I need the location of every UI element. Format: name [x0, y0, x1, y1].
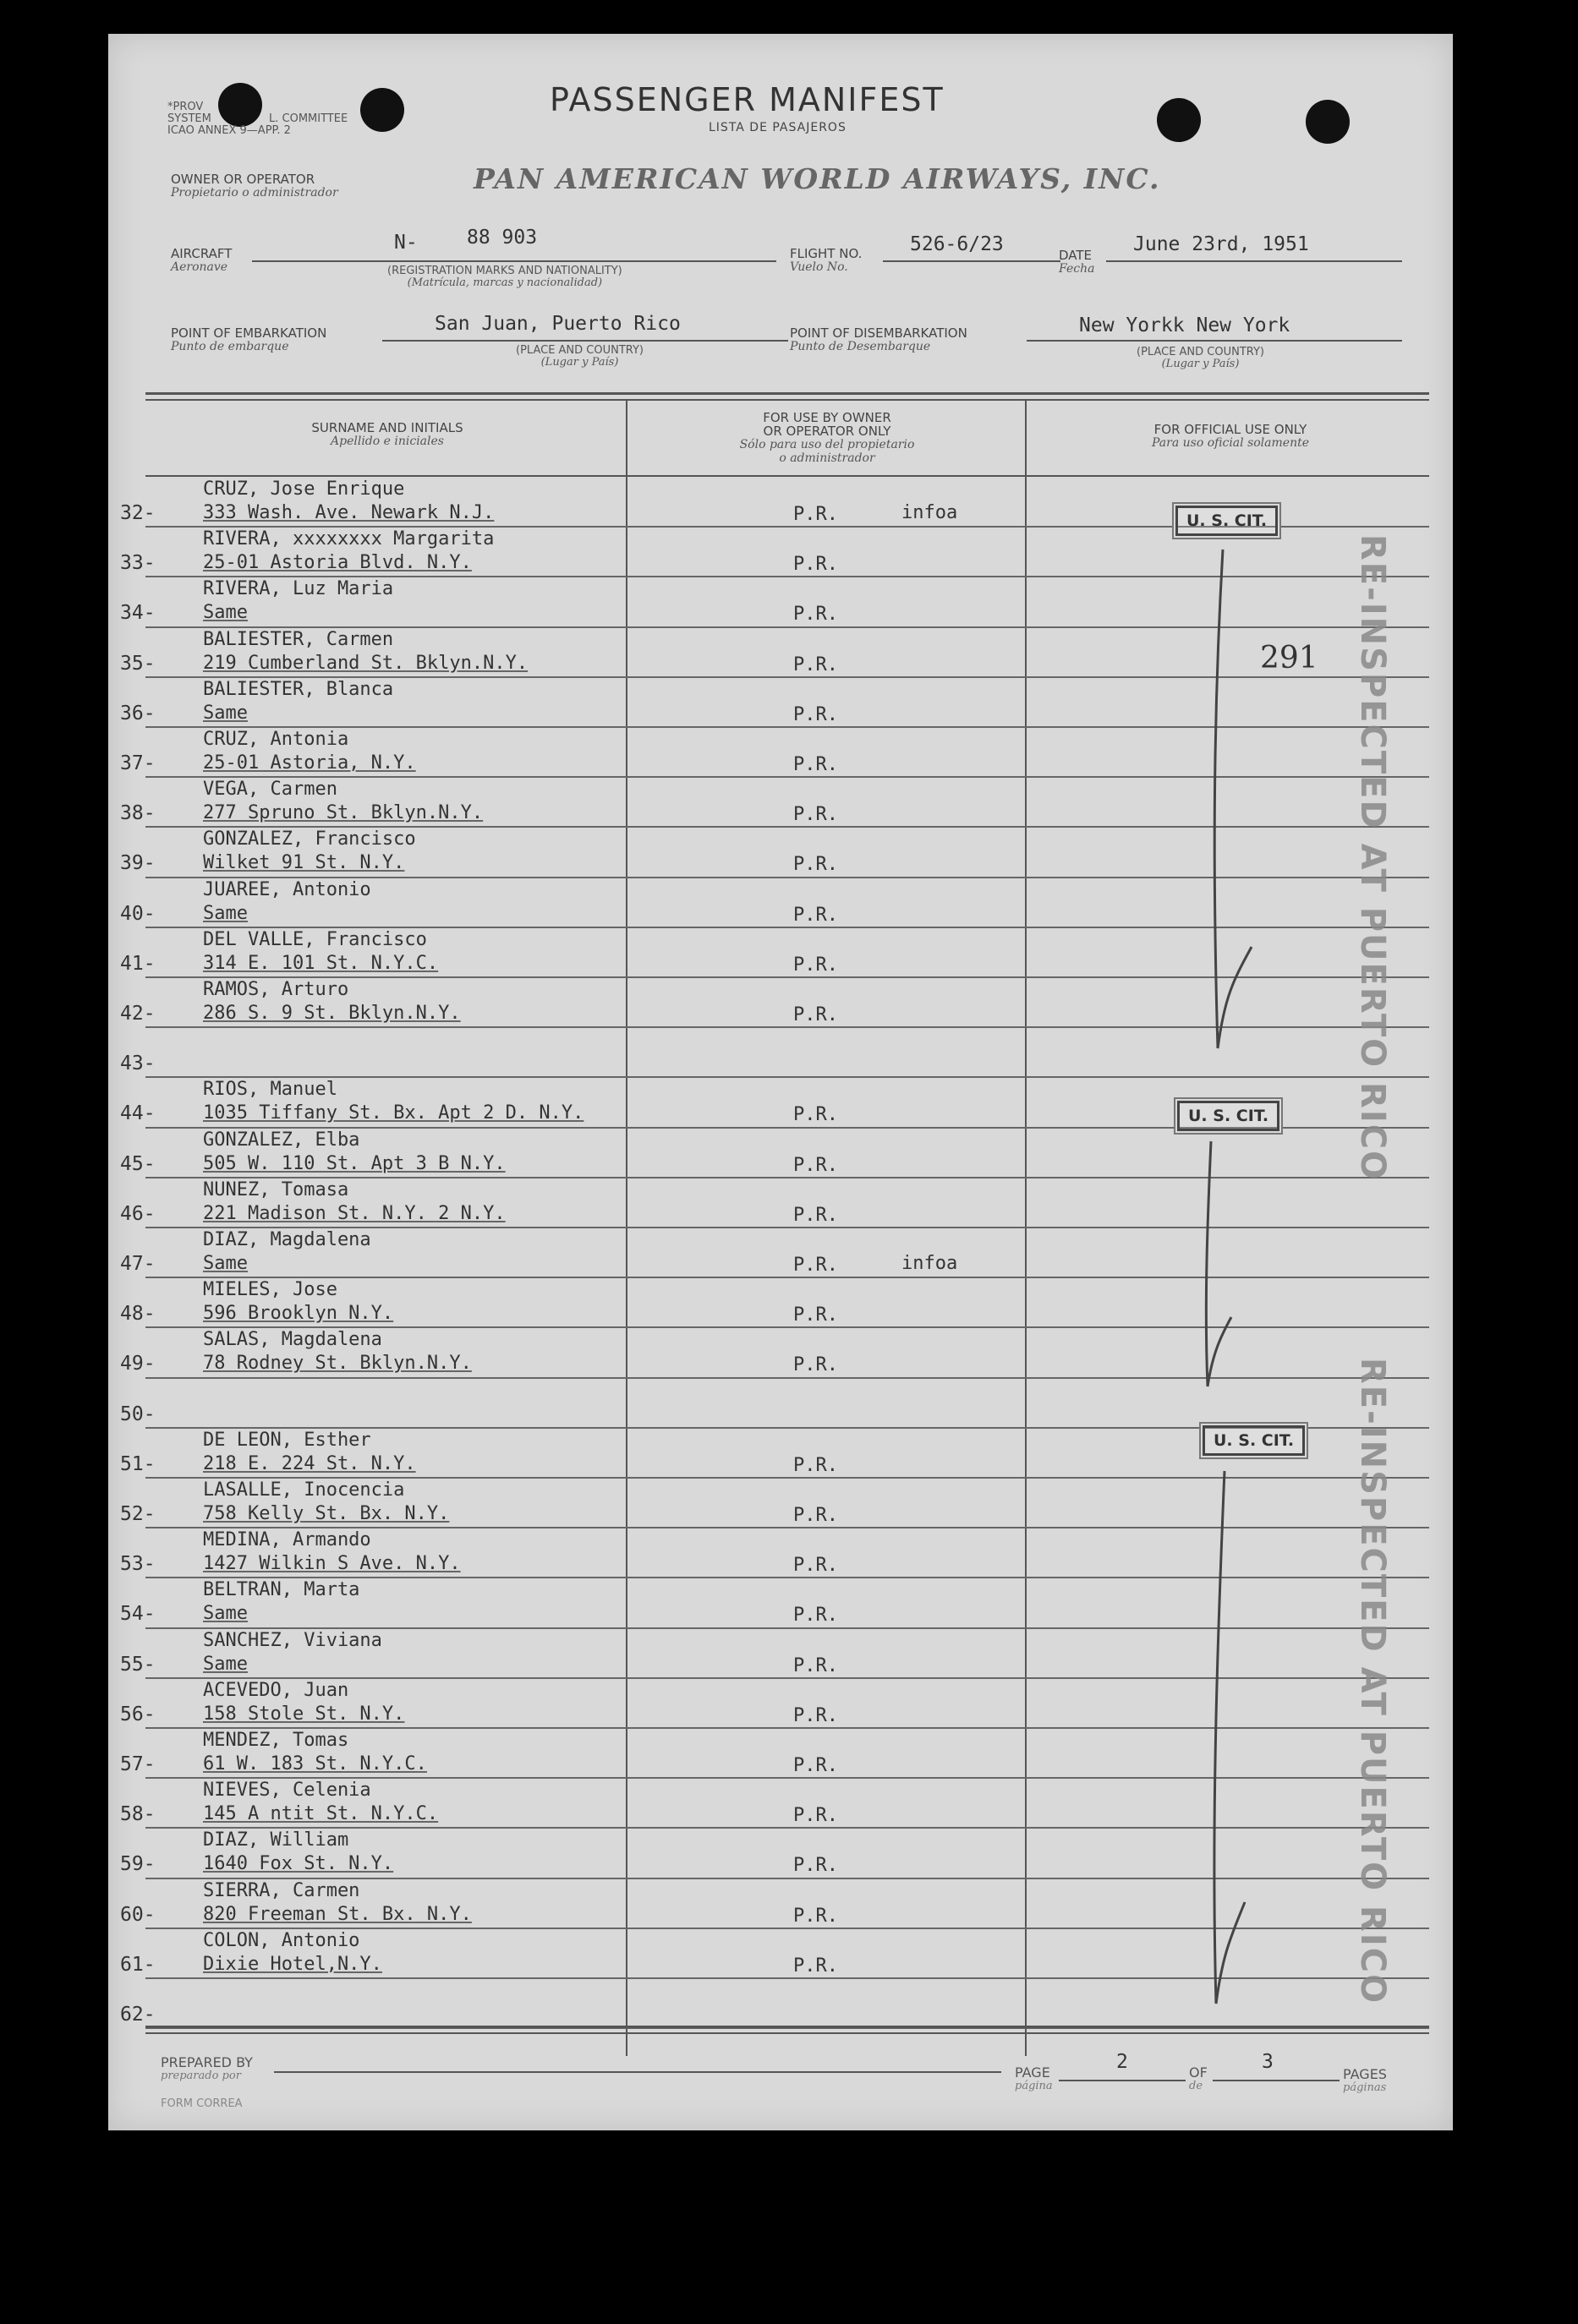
page-underline [1059, 2080, 1186, 2081]
date-label-es: Fecha [1059, 262, 1095, 276]
row-number: 57- [120, 1753, 156, 1775]
passenger-name: JUAREE, Antonio [203, 878, 371, 900]
punch-hole [1157, 98, 1201, 142]
us-citizen-stamp: U. S. CIT. [1177, 1101, 1279, 1131]
column-header-text: OR OPERATOR ONLY [763, 424, 891, 439]
column-header-es: Para uso oficial solamente [1152, 436, 1309, 450]
origin-code: P.R. [793, 703, 838, 725]
origin-code: P.R. [793, 1855, 838, 1877]
passenger-address: 314 E. 101 St. N.Y.C. [203, 952, 439, 974]
row-number: 41- [120, 952, 156, 975]
form-code-corner [167, 101, 348, 137]
column-header-es: o administrador [779, 451, 875, 465]
origin-code: P.R. [793, 1154, 838, 1176]
row-number: 58- [120, 1803, 156, 1826]
row-number: 44- [120, 1102, 156, 1125]
origin-code: P.R. [793, 1204, 838, 1226]
passenger-name: NUNEZ, Tomasa [203, 1178, 349, 1200]
origin-code: P.R. [793, 1505, 838, 1526]
passenger-address: Wilket 91 St. N.Y. [203, 852, 405, 874]
embark-label [171, 326, 326, 353]
owner-label [171, 172, 338, 200]
origin-code: P.R. [793, 1004, 838, 1025]
disembark-place: New Yorkk New York [1079, 314, 1290, 336]
corner-line: SYSTEM [167, 112, 211, 125]
origin-code: P.R. [793, 1805, 838, 1827]
passenger-name: BELTRAN, Marta [203, 1579, 360, 1601]
origin-code: P.R. [793, 1654, 838, 1676]
aircraft-registration: 88 903 [467, 227, 538, 249]
origin-code: P.R. [793, 1454, 838, 1476]
column-header-es: Apellido e iniciales [331, 435, 444, 448]
passenger-name: COLON, Antonio [203, 1929, 360, 1951]
prepared-by-es: preparado por [161, 2070, 241, 2082]
row-number: 50- [120, 1403, 156, 1425]
aircraft-label-text: AIRCRAFT [171, 246, 233, 261]
passenger-address: 158 Stole St. N.Y. [203, 1703, 405, 1725]
row-number: 59- [120, 1853, 156, 1876]
aircraft-label-es: Aeronave [171, 260, 228, 274]
flight-label-es: Vuelo No. [790, 260, 848, 274]
column-header-text: FOR USE BY OWNER [763, 410, 891, 425]
disembark-label [790, 326, 967, 353]
punch-hole [360, 88, 404, 132]
passenger-address: 218 E. 224 St. N.Y. [203, 1452, 416, 1474]
aircraft-underline [252, 260, 776, 262]
disembark-place-note [1137, 347, 1264, 370]
total-pages: 3 [1262, 2051, 1274, 2073]
check-mark [1182, 541, 1267, 1065]
origin-code: P.R. [793, 1704, 838, 1726]
passenger-name: RIVERA, Luz Maria [203, 578, 394, 600]
passenger-name: ACEVEDO, Juan [203, 1679, 349, 1701]
embark-place-note [516, 345, 644, 369]
row-number: 49- [120, 1353, 156, 1375]
origin-code: P.R. [793, 1255, 838, 1276]
passenger-address: 758 Kelly St. Bx. N.Y. [203, 1503, 450, 1524]
row-number: 61- [120, 1953, 156, 1976]
registration-note-es: (Matrícula, marcas y nacionalidad) [407, 276, 603, 289]
row-number: 53- [120, 1553, 156, 1576]
passenger-address: Same [203, 902, 248, 924]
passenger-name: SIERRA, Carmen [203, 1879, 360, 1901]
pages-label-es: páginas [1343, 2081, 1387, 2094]
punch-hole [1306, 100, 1350, 144]
row-number: 46- [120, 1202, 156, 1225]
origin-code: P.R. [793, 1104, 838, 1126]
passenger-name: SALAS, Magdalena [203, 1329, 382, 1351]
row-number: 47- [120, 1253, 156, 1275]
flight-date: June 23rd, 1951 [1133, 233, 1309, 255]
origin-code: P.R. [793, 804, 838, 826]
row-number: 52- [120, 1503, 156, 1525]
row-number: 38- [120, 802, 156, 825]
passenger-name: GONZALEZ, Elba [203, 1129, 360, 1151]
page-label-es: página [1015, 2080, 1053, 2092]
passenger-name: NIEVES, Celenia [203, 1780, 371, 1802]
passenger-name: VEGA, Carmen [203, 779, 337, 801]
place-note-es: (Lugar y País) [540, 356, 619, 369]
passenger-address: 820 Freeman St. Bx. N.Y. [203, 1903, 472, 1925]
column-header-owner [633, 411, 1022, 465]
place-note-text: (PLACE AND COUNTRY) [1137, 346, 1265, 358]
page-label-text: PAGE [1015, 2064, 1050, 2081]
passenger-name: CRUZ, Jose Enrique [203, 478, 405, 500]
passenger-name: RIVERA, xxxxxxxx Margarita [203, 528, 495, 550]
passenger-name: RIOS, Manuel [203, 1079, 337, 1101]
column-header-surname [159, 421, 616, 448]
origin-code: P.R. [793, 904, 838, 926]
origin-code: P.R. [793, 854, 838, 876]
us-citizen-stamp: U. S. CIT. [1175, 506, 1278, 536]
corner-line: ICAO ANNEX 9—APP. 2 [167, 124, 291, 137]
origin-code: P.R. [793, 1555, 838, 1577]
passenger-name: MENDEZ, Tomas [203, 1730, 349, 1751]
origin-code: P.R. [793, 1354, 838, 1376]
row-number: 33- [120, 552, 156, 575]
row-number: 55- [120, 1653, 156, 1676]
passenger-address: Same [203, 1653, 248, 1675]
passenger-address: Dixie Hotel,N.Y. [203, 1953, 382, 1975]
disembark-underline [1027, 340, 1402, 342]
prepared-by-underline [274, 2071, 1001, 2073]
date-label [1059, 249, 1094, 276]
page-label [1015, 2066, 1053, 2093]
footer-top-rule [145, 2032, 1429, 2034]
registration-note-text: (REGISTRATION MARKS AND NATIONALITY) [387, 265, 622, 277]
column-header-official [1032, 423, 1429, 450]
row-number: 62- [120, 2004, 156, 2026]
passenger-name: DIAZ, Magdalena [203, 1229, 371, 1250]
pages-underline [1213, 2080, 1340, 2081]
row-number: 40- [120, 902, 156, 925]
pages-label [1343, 2068, 1387, 2095]
check-mark [1174, 1133, 1258, 1403]
pages-label-text: PAGES [1343, 2066, 1387, 2082]
form-code-footer: FORM CORREA [161, 2097, 243, 2110]
aircraft-label [171, 247, 232, 274]
disembark-label-text: POINT OF DISEMBARKATION [790, 325, 967, 341]
row-number: 35- [120, 652, 156, 675]
place-note-text: (PLACE AND COUNTRY) [516, 344, 644, 357]
row-number: 36- [120, 702, 156, 725]
passenger-address: 286 S. 9 St. Bklyn.N.Y. [203, 1003, 461, 1024]
passenger-address: 1427 Wilkin S Ave. N.Y. [203, 1553, 461, 1575]
owner-label-text: OWNER OR OPERATOR [171, 172, 315, 187]
origin-code: P.R. [793, 1605, 838, 1627]
flight-underline [883, 260, 1060, 262]
origin-code: P.R. [793, 1905, 838, 1927]
column-header-text: FOR OFFICIAL USE ONLY [1153, 422, 1307, 437]
disembark-label-es: Punto de Desembarque [790, 340, 931, 353]
passenger-address: 25-01 Astoria, N.Y. [203, 752, 416, 774]
passenger-address: Same [203, 1253, 248, 1274]
passenger-name: SANCHEZ, Viviana [203, 1629, 382, 1651]
flight-label [790, 247, 862, 274]
passenger-address: 505 W. 110 St. Apt 3 B N.Y. [203, 1152, 506, 1174]
of-label [1189, 2066, 1208, 2093]
row-number: 60- [120, 1903, 156, 1926]
of-label-text: OF [1189, 2064, 1208, 2081]
passenger-name: DIAZ, William [203, 1829, 349, 1851]
owner-note: infoa [901, 1253, 958, 1274]
passenger-name: BALIESTER, Carmen [203, 628, 394, 650]
footer-top-rule [145, 2026, 1429, 2028]
row-number: 42- [120, 1003, 156, 1025]
origin-code: P.R. [793, 604, 838, 626]
corner-line: L. COMMITTEE [269, 112, 348, 125]
passenger-address: Same [203, 602, 248, 624]
passenger-address: 277 Spruno St. Bklyn.N.Y. [203, 802, 484, 824]
prepared-by-label [161, 2056, 253, 2083]
manifest-sheet [108, 34, 1453, 2130]
place-note-es: (Lugar y País) [1161, 358, 1240, 370]
flight-label-text: FLIGHT NO. [790, 246, 863, 261]
origin-code: P.R. [793, 954, 838, 976]
page-title: PASSENGER MANIFEST [550, 81, 945, 118]
reinspected-stamp: RE-INSPECTED AT PUERTO RICO [1353, 534, 1392, 1182]
passenger-address: Same [203, 1603, 248, 1625]
passenger-name: GONZALEZ, Francisco [203, 828, 416, 850]
row-number: 32- [120, 502, 156, 524]
owner-note: infoa [901, 502, 958, 523]
passenger-address: 61 W. 183 St. N.Y.C. [203, 1753, 427, 1774]
handwritten-number: 291 [1260, 641, 1318, 675]
origin-code: P.R. [793, 754, 838, 775]
page-number: 2 [1116, 2051, 1128, 2073]
passenger-address: 25-01 Astoria Blvd. N.Y. [203, 552, 472, 574]
passenger-name: DE LEON, Esther [203, 1429, 371, 1451]
passenger-name: LASALLE, Inocencia [203, 1479, 405, 1501]
passenger-address: 78 Rodney St. Bklyn.N.Y. [203, 1353, 472, 1375]
registration-note [387, 265, 622, 289]
row-number: 39- [120, 852, 156, 875]
passenger-name: MIELES, Jose [203, 1279, 337, 1301]
origin-code: P.R. [793, 1755, 838, 1776]
passenger-name: RAMOS, Arturo [203, 979, 349, 1000]
origin-code: P.R. [793, 504, 838, 525]
origin-code: P.R. [793, 1955, 838, 1977]
passenger-address: 1035 Tiffany St. Bx. Apt 2 D. N.Y. [203, 1102, 584, 1124]
us-citizen-stamp: U. S. CIT. [1203, 1425, 1305, 1456]
embark-underline [382, 340, 788, 342]
passenger-address: 1640 Fox St. N.Y. [203, 1853, 394, 1875]
row-number: 43- [120, 1053, 156, 1075]
embark-place: San Juan, Puerto Rico [435, 313, 681, 335]
table-top-rule [145, 399, 1429, 401]
origin-code: P.R. [793, 1304, 838, 1326]
origin-code: P.R. [793, 653, 838, 675]
table-top-rule [145, 392, 1429, 395]
prepared-by-text: PREPARED BY [161, 2054, 253, 2070]
company-name: PAN AMERICAN WORLD AIRWAYS, INC. [474, 162, 1161, 195]
row-number: 34- [120, 602, 156, 625]
embark-label-text: POINT OF EMBARKATION [171, 325, 327, 341]
passenger-address: 596 Brooklyn N.Y. [203, 1303, 394, 1325]
check-mark [1179, 1463, 1263, 2021]
row-number: 56- [120, 1703, 156, 1725]
reinspected-stamp: RE-INSPECTED AT PUERTO RICO [1353, 1358, 1392, 2005]
date-underline [1106, 260, 1402, 262]
embark-label-es: Punto de embarque [171, 340, 289, 353]
origin-code: P.R. [793, 554, 838, 576]
row-number: 51- [120, 1452, 156, 1475]
date-label-text: DATE [1059, 248, 1093, 263]
passenger-name: MEDINA, Armando [203, 1529, 371, 1551]
row-number: 45- [120, 1152, 156, 1175]
passenger-name: BALIESTER, Blanca [203, 678, 394, 700]
corner-line: *PROV [167, 101, 204, 113]
page-subtitle: LISTA DE PASAJEROS [709, 121, 847, 134]
passenger-address: 145 A ntit St. N.Y.C. [203, 1803, 439, 1825]
row-number: 37- [120, 752, 156, 774]
passenger-address: 219 Cumberland St. Bklyn.N.Y. [203, 652, 529, 674]
passenger-name: DEL VALLE, Francisco [203, 928, 427, 950]
passenger-address: 333 Wash. Ave. Newark N.J. [203, 502, 495, 523]
passenger-address: Same [203, 702, 248, 724]
passenger-address: 221 Madison St. N.Y. 2 N.Y. [203, 1202, 506, 1224]
row-number: 54- [120, 1603, 156, 1626]
flight-number: 526-6/23 [910, 233, 1004, 255]
passenger-name: CRUZ, Antonia [203, 729, 349, 750]
of-label-es: de [1189, 2080, 1203, 2092]
row-number: 48- [120, 1303, 156, 1326]
column-header-es: Sólo para uso del propietario [739, 438, 915, 451]
owner-label-es: Propietario o administrador [171, 186, 338, 200]
column-header-text: SURNAME AND INITIALS [311, 420, 463, 435]
aircraft-prefix: N- [394, 232, 418, 254]
